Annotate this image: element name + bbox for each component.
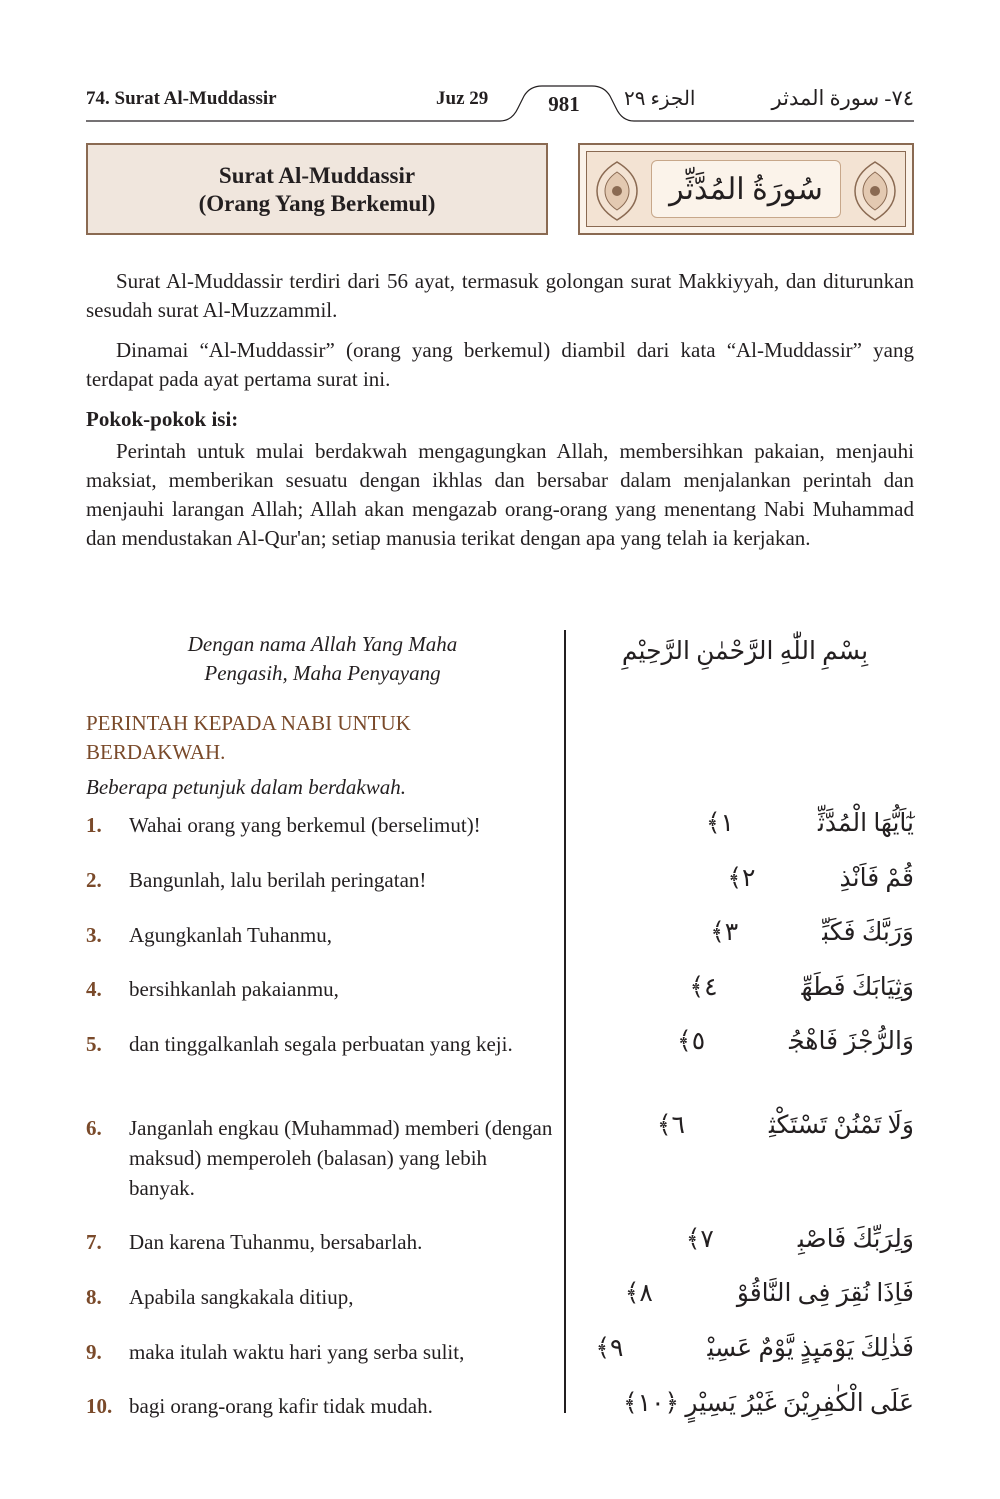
verse-translation: Janganlah engkau (Muhammad) memberi (dengan maksud) memperoleh (balasan) yang lebih banyak.	[129, 1116, 553, 1200]
ornament-left-icon	[591, 158, 643, 224]
verse-translation: Apabila sangkakala ditiup,	[129, 1285, 354, 1309]
juz-label-arabic: الجزء ٢٩	[624, 88, 696, 110]
verse-translation: Dan karena Tuhanmu, bersabarlah.	[129, 1230, 423, 1254]
running-header-left: 74. Surat Al-Muddassir	[86, 88, 277, 109]
surah-title: Surat Al-Muddassir	[218, 163, 416, 188]
bismillah-arabic: بِسْمِ اللّٰهِ الرَّحْمٰنِ الرَّحِيْمِ	[621, 638, 869, 665]
surah-ornament-box	[578, 143, 914, 235]
bismillah-translation-line2: Pengasih, Maha Penyayang	[204, 661, 441, 685]
verse-arabic: وَثِيَابَكَ فَطَهِّرْۖ ﴿٤﴾	[689, 974, 914, 1001]
verse-translation: Agungkanlah Tuhanmu,	[129, 923, 333, 947]
verse-translation: Bangunlah, lalu berilah peringatan!	[129, 868, 427, 892]
running-header-arabic: ٧٤- سورة المدثر	[771, 86, 914, 110]
verse-arabic: وَلِرَبِّكَ فَاصْبِرْۗ ﴿٧﴾	[685, 1226, 914, 1253]
page-number: 981	[548, 92, 580, 116]
verse-number: 1.	[86, 813, 102, 837]
section-heading	[86, 709, 411, 767]
verse-arabic: وَالرُّجْزَ فَاهْجُرْۖ ﴿٥﴾	[677, 1028, 914, 1055]
verse-arabic: عَلَى الْكٰفِرِيْنَ غَيْرُ يَسِيْرٍ ﴿١٠﴾	[622, 1390, 914, 1417]
ornament-right-icon	[849, 158, 901, 224]
surah-title-box	[86, 143, 548, 235]
verse-translation: maka itulah waktu hari yang serba sulit,	[129, 1340, 465, 1364]
ornament-frame	[586, 151, 906, 227]
verse-translation: bagi orang-orang kafir tidak mudah.	[129, 1394, 433, 1418]
verse-arabic: فَاِذَا نُقِرَ فِى النَّاقُوْرِۙ ﴿٨﴾	[624, 1280, 914, 1307]
verse-arabic: وَلَا تَمْنُنْ تَسْتَكْثِرُۖ ﴿٦﴾	[656, 1112, 914, 1139]
verse-number: 3.	[86, 923, 102, 947]
surah-subtitle: (Orang Yang Berkemul)	[198, 191, 436, 216]
bismillah-translation-line1: Dengan nama Allah Yang Maha	[187, 632, 458, 656]
intro-paragraph-2: Dinamai “Al-Muddassir” (orang yang berkemul) diambil dari kata “Al-Muddassir” yang terdapat pada ayat pertama surat ini.	[86, 338, 914, 391]
verse-number: 5.	[86, 1032, 102, 1056]
verse-number: 2.	[86, 868, 102, 892]
section-subheading: Beberapa petunjuk dalam berdakwah.	[86, 775, 406, 799]
section-heading-line1: PERINTAH KEPADA NABI UNTUK	[86, 711, 411, 735]
verse-translation: Wahai orang yang berkemul (berselimut)!	[129, 813, 481, 837]
bismillah-translation	[150, 630, 495, 688]
verse-number: 7.	[86, 1230, 102, 1254]
section-heading-line2: BERDAKWAH.	[86, 740, 226, 764]
verse-number: 9.	[86, 1340, 102, 1364]
verse-arabic: فَذٰلِكَ يَوْمَىِٕذٍ يَّوْمٌ عَسِيْرٌۙ ﴿٩﴾	[595, 1335, 914, 1362]
verse-number: 8.	[86, 1285, 102, 1309]
juz-label: Juz 29	[436, 88, 489, 109]
verse-arabic: وَرَبَّكَ فَكَبِّرْۖ ﴿٣﴾	[710, 919, 914, 946]
intro-paragraph-1: Surat Al-Muddassir terdiri dari 56 ayat, termasuk golongan surat Makkiyyah, dan diturunkan sesudah surat Al-Muzzammil.	[86, 269, 914, 322]
verse-arabic: قُمْ فَاَنْذِرْۖ ﴿٢﴾	[727, 865, 914, 892]
verse-arabic: يٰٓاَيُّهَا الْمُدَّثِّرُۙ ﴿١﴾	[705, 810, 914, 837]
contents-paragraph: Perintah untuk mulai berdakwah mengagungkan Allah, membersihkan pakaian, menjauhi maksiat, memberikan sesuatu dengan ikhlas dan bersabar dalam menjalankan perintah dan menjauhi larangan Allah; Allah akan mengazab orang-orang yang menentang Nabi Muhammad dan mendustakan Al-Qur'an; setiap manusia terikat dengan apa yang telah ia kerjakan.	[86, 439, 914, 550]
verse-translation: dan tinggalkanlah segala perbuatan yang keji.	[129, 1032, 513, 1056]
column-divider	[564, 630, 566, 1413]
verse-number: 6.	[86, 1116, 102, 1140]
verse-number: 4.	[86, 977, 102, 1001]
contents-heading: Pokok-pokok isi:	[86, 407, 239, 431]
verse-number: 10.	[86, 1394, 113, 1418]
surah-name-arabic: سُورَةُ المُدَّثِّر	[651, 160, 841, 218]
verse-translation: bersihkanlah pakaianmu,	[129, 977, 339, 1001]
